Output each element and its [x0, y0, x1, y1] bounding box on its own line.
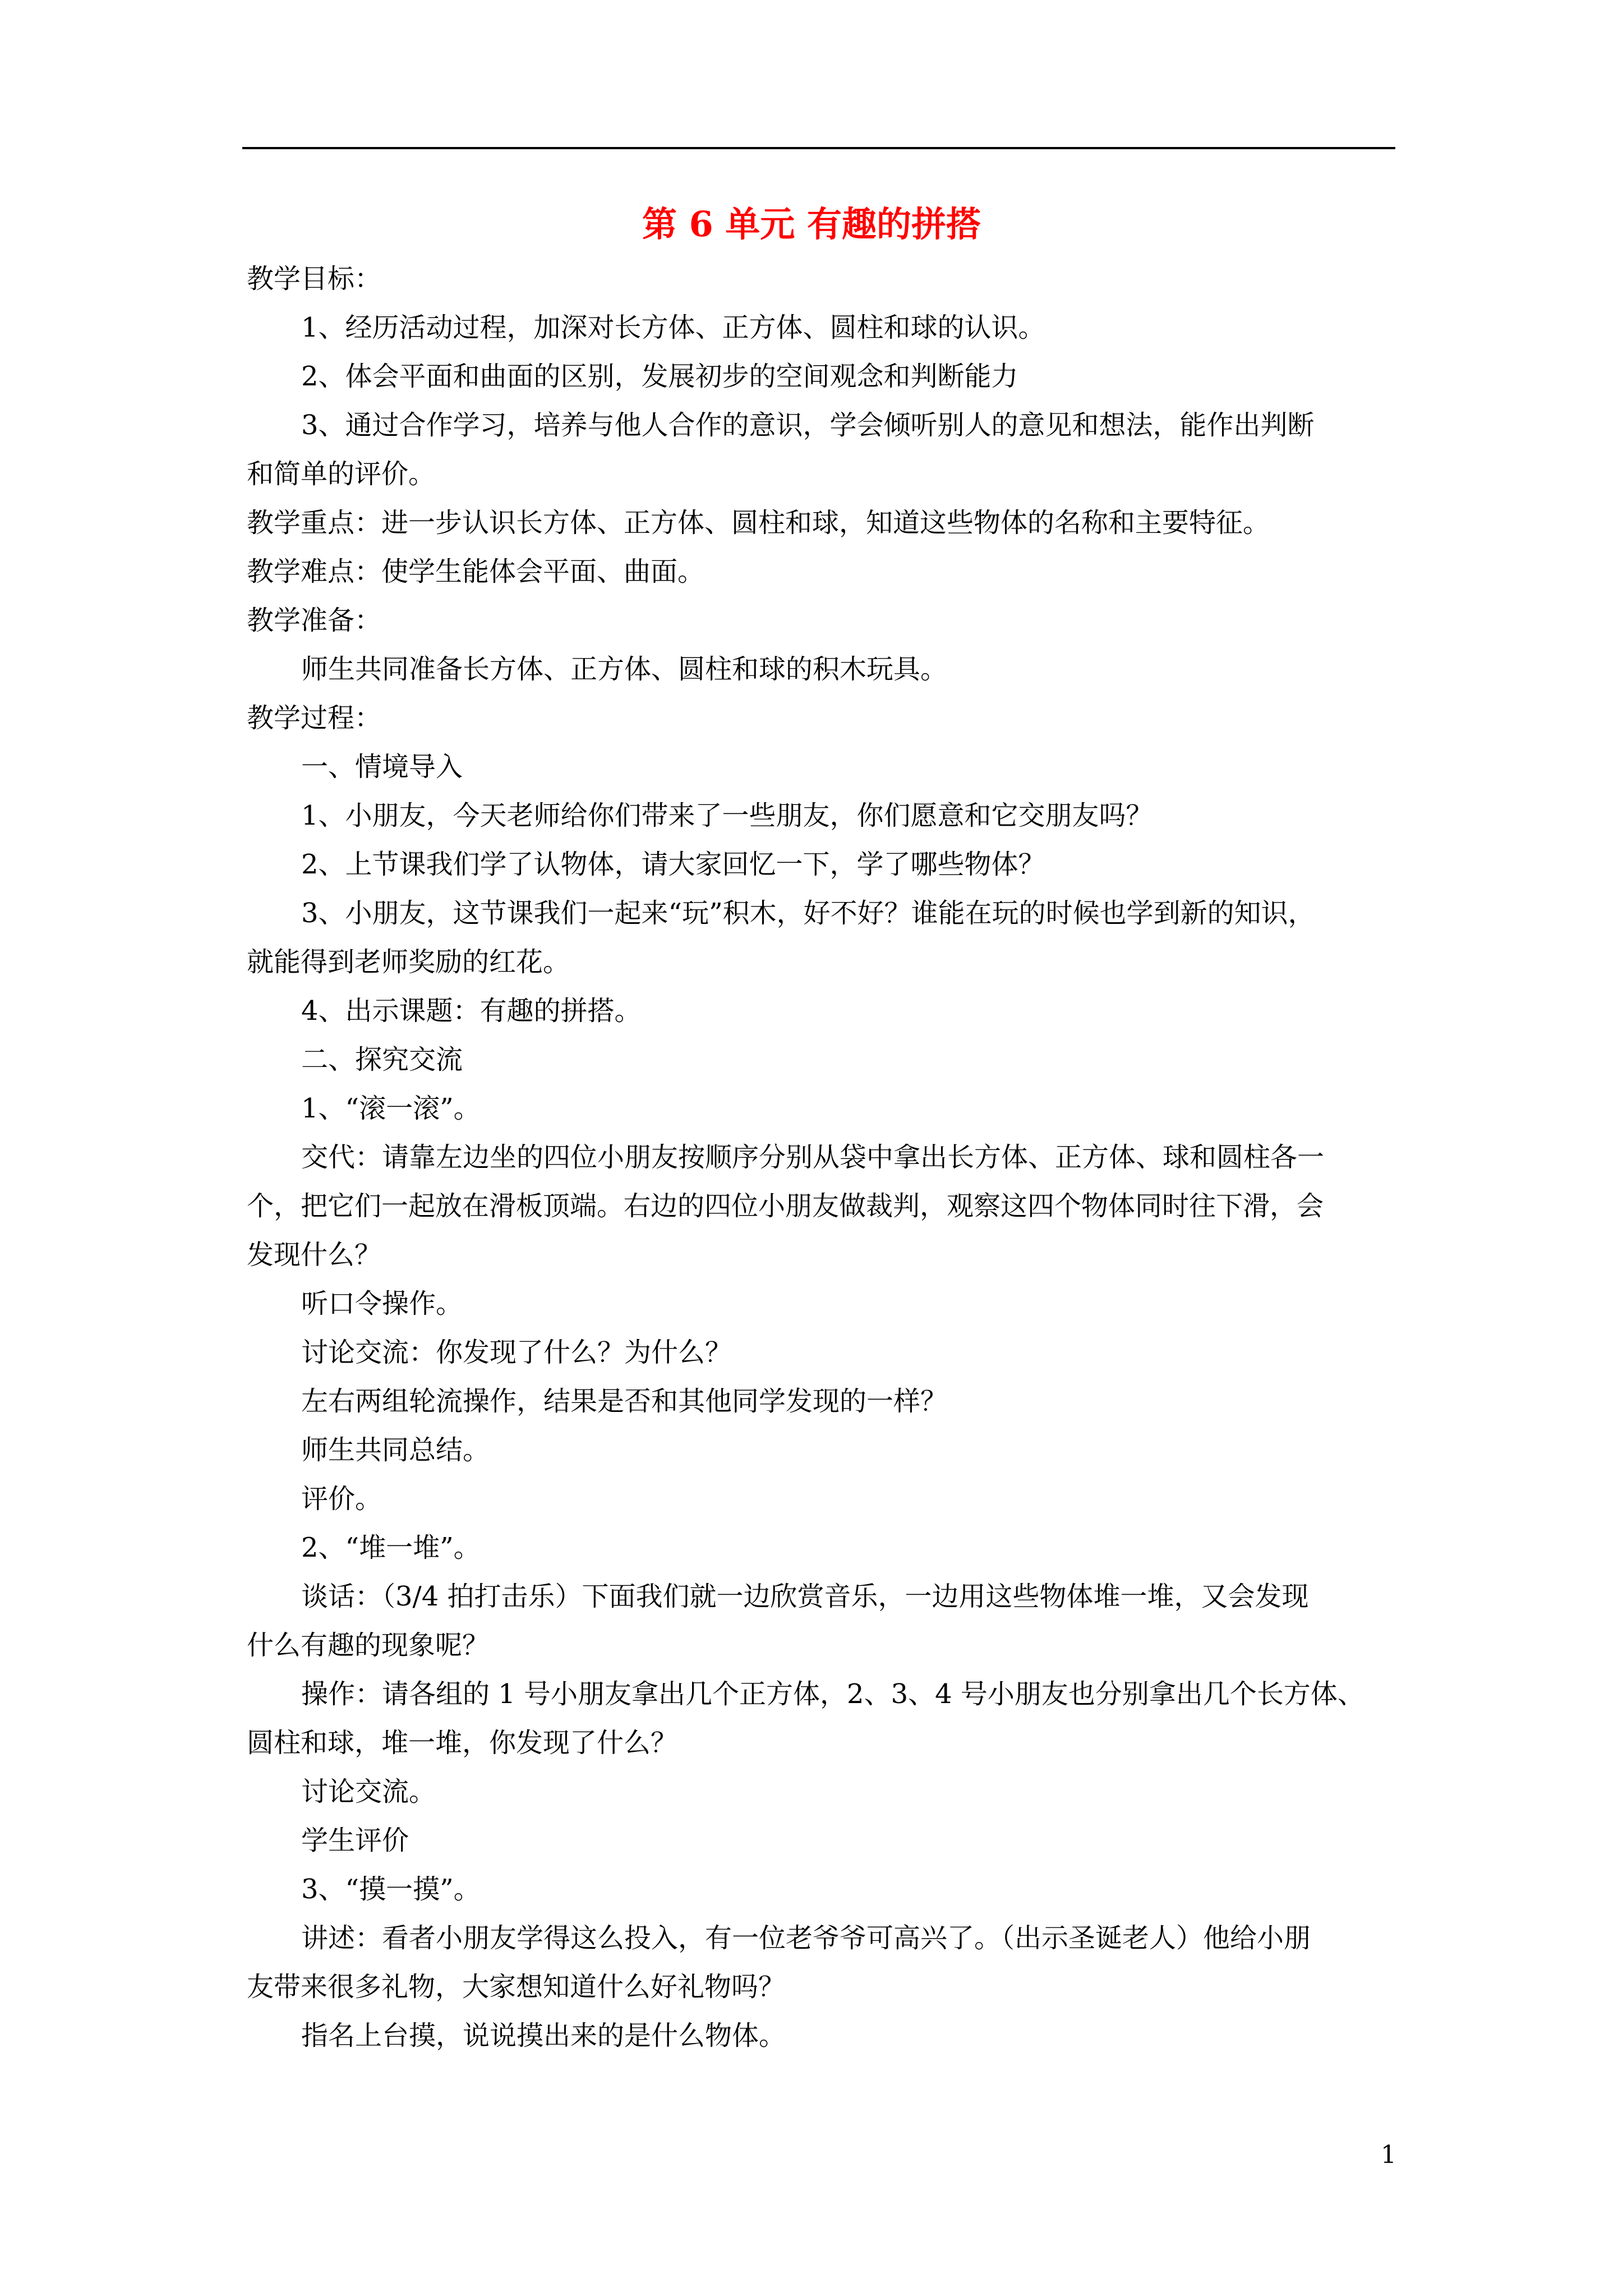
text-line: 教学目标： [247, 263, 382, 295]
text-line: 2、上节课我们学了认物体，请大家回忆一下，学了哪些物体？ [301, 849, 1045, 880]
text-line: 圆柱和球，堆一堆，你发现了什么？ [247, 1727, 678, 1759]
text-line: 左右两组轮流操作，结果是否和其他同学发现的一样？ [301, 1386, 948, 1417]
text-line: 讨论交流：你发现了什么？为什么？ [301, 1337, 732, 1368]
text-line: 评价。 [301, 1483, 382, 1515]
text-line: 谈话：（3/4 拍打击乐）下面我们就一边欣赏音乐，一边用这些物体堆一堆，又会发现 [301, 1581, 1309, 1612]
text-line: 一、情境导入 [301, 751, 463, 783]
page-number: 1 [1381, 2141, 1396, 2169]
text-line: 指名上台摸，说说摸出来的是什么物体。 [301, 2020, 786, 2051]
text-line: 教学准备： [247, 605, 382, 636]
header-rule [242, 147, 1395, 149]
text-line: 教学重点：进一步认识长方体、正方体、圆柱和球，知道这些物体的名称和主要特征。 [247, 507, 1270, 539]
text-line: 教学过程： [247, 702, 382, 734]
text-line: 学生评价 [301, 1825, 409, 1856]
text-line: 教学难点：使学生能体会平面、曲面。 [247, 556, 705, 587]
text-line: 就能得到老师奖励的红花。 [247, 946, 570, 978]
text-line: 4、出示课题：有趣的拼搭。 [301, 995, 642, 1027]
text-line: 讲述：看者小朋友学得这么投入，有一位老爷爷可高兴了。（出示圣诞老人）他给小朋 [301, 1922, 1311, 1954]
text-line: 1、经历活动过程，加深对长方体、正方体、圆柱和球的认识。 [301, 312, 1045, 343]
text-line: 友带来很多礼物，大家想知道什么好礼物吗？ [247, 1971, 786, 2003]
text-line: 听口令操作。 [301, 1288, 463, 1319]
text-line: 个，把它们一起放在滑板顶端。右边的四位小朋友做裁判，观察这四个物体同时往下滑，会 [247, 1190, 1324, 1222]
text-line: 什么有趣的现象呢？ [247, 1630, 490, 1661]
text-line: 1、小朋友，今天老师给你们带来了一些朋友，你们愿意和它交朋友吗？ [301, 800, 1153, 831]
text-line: 交代：请靠左边坐的四位小朋友按顺序分别从袋中拿出长方体、正方体、球和圆柱各一 [301, 1142, 1325, 1173]
text-line: 师生共同总结。 [301, 1434, 490, 1466]
text-line: 二、探究交流 [301, 1044, 463, 1075]
text-line: 2、体会平面和曲面的区别，发展初步的空间观念和判断能力 [301, 361, 1018, 392]
text-line: 3、通过合作学习，培养与他人合作的意识，学会倾听别人的意见和想法，能作出判断 [301, 409, 1315, 441]
text-line: 3、“摸一摸”。 [301, 1874, 481, 1905]
text-line: 3、小朋友，这节课我们一起来“玩”积木，好不好？谁能在玩的时候也学到新的知识， [301, 898, 1315, 929]
document-body [247, 255, 1391, 2060]
text-line: 和简单的评价。 [247, 458, 436, 490]
page-title: 第 6 单元 有趣的拼搭 [642, 204, 981, 245]
text-line: 1、“滚一滚”。 [301, 1093, 481, 1124]
text-line: 操作：请各组的 1 号小朋友拿出几个正方体，2、3、4 号小朋友也分别拿出几个长方体、 [301, 1678, 1364, 1710]
text-line: 讨论交流。 [301, 1776, 436, 1807]
text-line: 发现什么？ [247, 1239, 382, 1271]
text-line: 师生共同准备长方体、正方体、圆柱和球的积木玩具。 [301, 654, 948, 685]
text-line: 2、“堆一堆”。 [301, 1532, 481, 1563]
